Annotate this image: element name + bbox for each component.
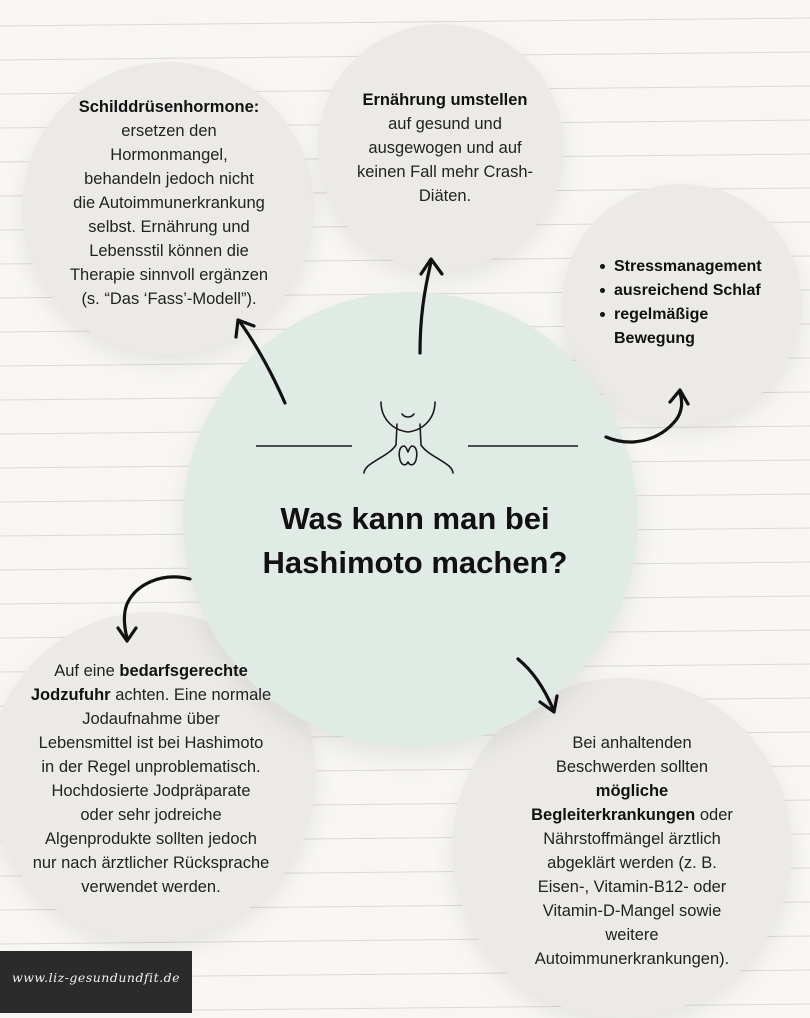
title-line: Was kann man bei xyxy=(280,501,550,536)
iodine-line: in der Regel unproblematisch. xyxy=(41,758,261,776)
hormones-line: Lebensstil können die xyxy=(89,242,249,260)
arrow-complaints xyxy=(518,659,553,709)
nutrition-line: ausgewogen und auf xyxy=(368,139,522,157)
title-line: Hashimoto machen? xyxy=(262,545,568,580)
complaints-line: Eisen-, Vitamin-B12- oder xyxy=(537,878,727,896)
nutrition-heading: Ernährung umstellen xyxy=(362,91,528,109)
hormones-line: selbst. Ernährung und xyxy=(88,218,250,236)
footer-url: www.liz-gesundundfit.de xyxy=(12,970,180,985)
complaints-bold: Begleiterkrankungen xyxy=(531,806,696,824)
iodine-line: verwendet werden. xyxy=(81,878,221,896)
complaints-line: Nährstoffmängel ärztlich xyxy=(543,830,721,848)
hormones-line: die Autoimmunerkrankung xyxy=(73,194,265,212)
complaints-line: Bei anhaltenden xyxy=(572,734,692,752)
nutrition-line: auf gesund und xyxy=(388,115,502,133)
complaints-line: Vitamin-D-Mangel sowie xyxy=(542,902,722,920)
lifestyle-item: Stressmanagement xyxy=(614,255,810,279)
footer-bar xyxy=(0,951,192,1013)
iodine-line: Jodaufnahme über xyxy=(82,710,220,728)
hormones-line: ersetzen den xyxy=(121,122,217,140)
complaints-line-post: oder xyxy=(695,806,733,824)
lifestyle-item: ausreichend Schlaf xyxy=(614,279,810,303)
lifestyle-item: regelmäßige Bewegung xyxy=(614,303,734,351)
iodine-bold: bedarfsgerechte xyxy=(119,662,248,680)
nutrition-line: keinen Fall mehr Crash- xyxy=(356,163,534,181)
iodine-line: Algenprodukte sollten jedoch xyxy=(45,830,257,848)
complaints-bold: mögliche xyxy=(595,782,669,800)
complaints-line: abgeklärt werden (z. B. xyxy=(547,854,717,872)
neck-thyroid-icon xyxy=(364,402,453,473)
complaints-line: Beschwerden sollten xyxy=(555,758,709,776)
iodine-line-pre: Auf eine xyxy=(54,662,120,680)
arrow-nutrition xyxy=(420,262,431,353)
hormones-line: Hormonmangel, xyxy=(110,146,228,164)
iodine-bold: Jodzufuhr xyxy=(30,686,111,704)
iodine-line: oder sehr jodreiche xyxy=(80,806,222,824)
iodine-line: nur nach ärztlicher Rücksprache xyxy=(32,854,270,872)
arrow-hormones xyxy=(240,322,285,403)
hormones-line: Therapie sinnvoll ergänzen xyxy=(69,266,269,284)
arrow-icon xyxy=(118,259,688,712)
iodine-line: Hochdosierte Jodpräparate xyxy=(51,782,251,800)
hormones-heading: Schilddrüsenhormone: xyxy=(78,98,260,116)
complaints-line: weitere xyxy=(605,926,659,944)
hormones-line: (s. “Das ‘Fass’-Modell”). xyxy=(81,290,257,308)
nutrition-line: Diäten. xyxy=(418,187,472,205)
hormones-line: behandeln jedoch nicht xyxy=(84,170,254,188)
iodine-line-post: achten. Eine normale xyxy=(110,686,272,704)
iodine-line: Lebensmittel ist bei Hashimoto xyxy=(38,734,264,752)
complaints-line: Autoimmunerkrankungen). xyxy=(534,950,730,968)
